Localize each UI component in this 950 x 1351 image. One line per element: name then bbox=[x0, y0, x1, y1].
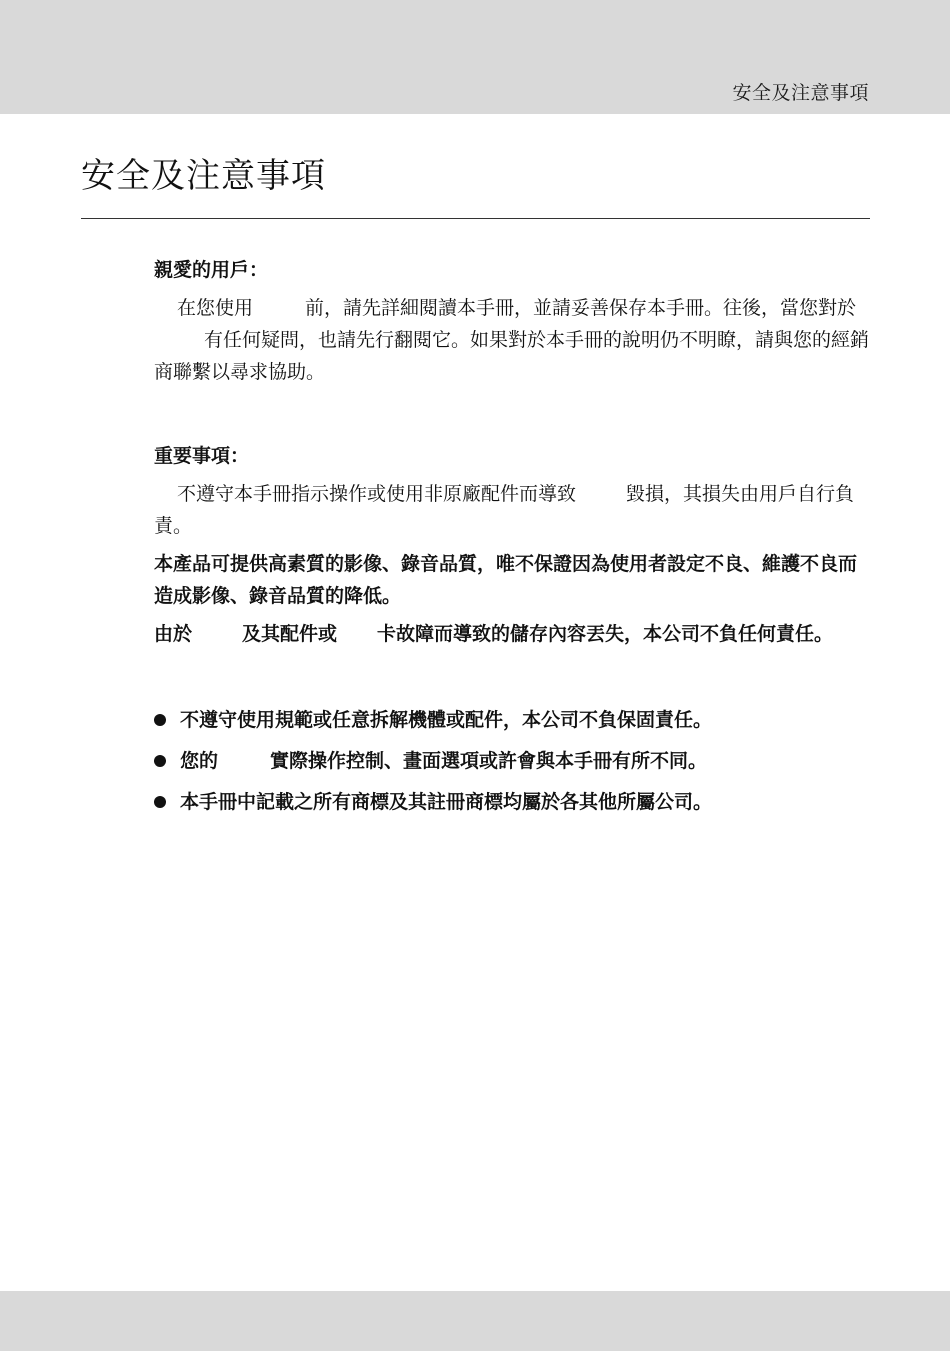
important-paragraph-3 bbox=[154, 618, 870, 650]
document-body bbox=[154, 256, 870, 827]
important-paragraph-2: 本產品可提供高素質的影像、錄音品質，唯不保證因為使用者設定不良、維護不良而造成影像、錄音品質的降低。 bbox=[154, 553, 858, 607]
important-heading: 重要事項： bbox=[154, 445, 250, 467]
list-item bbox=[154, 704, 870, 736]
notice-text-1: 不遵守使用規範或任意拆解機體或配件，本公司不負保固責任。 bbox=[180, 709, 713, 731]
important-text-1a: 不遵守本手冊指示操作或使用非原廠配件而導致 bbox=[177, 483, 577, 505]
bullet-icon bbox=[154, 714, 166, 726]
footer-band bbox=[0, 1291, 950, 1351]
greeting-heading: 親愛的用戶： bbox=[154, 259, 269, 281]
running-header: 安全及注意事項 bbox=[732, 82, 869, 104]
important-text-3a: 由於 bbox=[154, 623, 193, 645]
greeting-text-3: 有任何疑問，也請先行翻閱它。如果對於本手冊的說明仍不明瞭，請與您的經銷商聯繫以尋求協助。 bbox=[154, 329, 870, 383]
notice-text-2b: 實際操作控制、畫面選項或許會與本手冊有所不同。 bbox=[270, 750, 708, 772]
greeting-text-1: 在您使用 bbox=[177, 297, 254, 319]
important-text-3c: 卡故障而導致的儲存內容丟失，本公司不負任何責任。 bbox=[377, 623, 834, 645]
bullet-icon bbox=[154, 796, 166, 808]
greeting-text-2: 前，請先詳細閱讀本手冊，並請妥善保存本手冊。往後，當您對於 bbox=[305, 297, 857, 319]
greeting-paragraph bbox=[154, 292, 870, 388]
important-paragraph-1 bbox=[154, 478, 870, 542]
important-text-3b: 及其配件或 bbox=[242, 623, 338, 645]
bullet-icon bbox=[154, 755, 166, 767]
title-divider bbox=[81, 218, 870, 219]
notice-list bbox=[154, 704, 870, 818]
important-text-1b: 毀損，其損失由用戶自行負責。 bbox=[154, 483, 855, 537]
notice-text-3: 本手冊中記載之所有商標及其註冊商標均屬於各其他所屬公司。 bbox=[180, 791, 713, 813]
list-item bbox=[154, 786, 870, 818]
notice-text-2a: 您的 bbox=[180, 750, 219, 772]
list-item bbox=[154, 745, 870, 777]
page-title: 安全及注意事項 bbox=[81, 156, 326, 196]
